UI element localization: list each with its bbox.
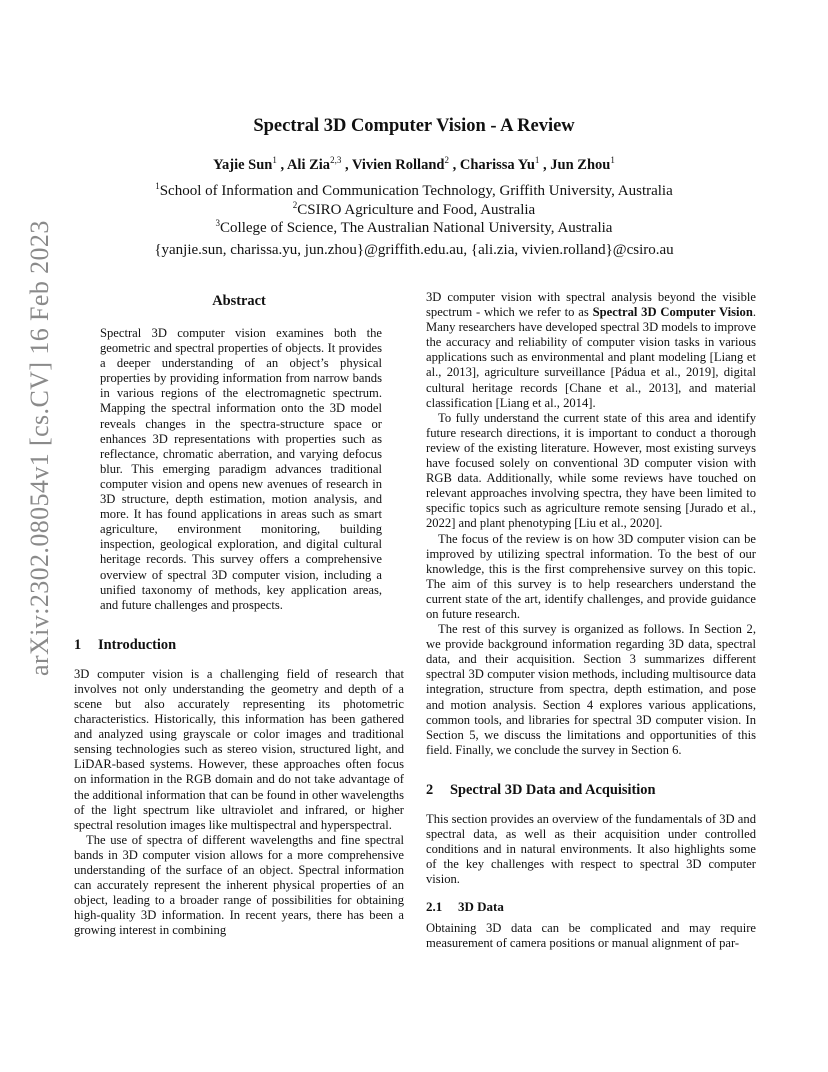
author-emails: {yanjie.sun, charissa.yu, jun.zhou}@griffith.edu.au, {ali.zia, vivien.rolland}@csiro.au (154, 242, 674, 258)
paragraph: The rest of this survey is organized as follows. In Section 2, we provide background information regarding 3D data, spectral data, and their acquisition. Section 3 summarizes different spectral 3D computer vision methods, including multisource data integration, structure from spectra, depth estimation, and pose and motion analysis. Section 4 explores various applications, common tools, and libraries for spectral 3D computer vision. In Section 5, we discuss the limitations and opportunities of this field. Finally, we conclude the survey in Section 6. (426, 622, 756, 757)
paragraph: The focus of the review is on how 3D computer vision can be improved by utilizing spectral information. To the best of our knowledge, this is the first comprehensive survey on this topic. The aim of this survey is to help researchers understand the current state of the art, identify challenges, and provide guidance on future research. (426, 531, 756, 621)
affiliation: $^1$School of Information and Communication Technology, Griffith University, Australia (155, 181, 673, 199)
left-column (74, 290, 404, 938)
author: Yajie Sun$^1$ (213, 155, 277, 173)
affiliation: $^2$CSIRO Agriculture and Food, Australia (292, 200, 536, 218)
abstract-heading: Abstract (212, 293, 266, 309)
subsection-heading-3d-data: 2.1 3D Data (426, 899, 504, 915)
author: Vivien Rolland$^2$ (351, 155, 449, 173)
affiliation: $^3$College of Science, The Australian National University, Australia (215, 218, 613, 236)
section-heading-spectral-3d-data: 2 Spectral 3D Data and Acquisition (426, 781, 656, 798)
paragraph: This section provides an overview of the fundamentals of 3D and spectral data, as well as their acquisition under controlled conditions and in natural environments. It also highlights some of the key challenges with respect to spectral 3D computer vision. (426, 811, 756, 887)
author: Ali Zia$^{2,3}$ (286, 155, 342, 173)
paragraph: The use of spectra of different wavelengths and fine spectral bands in 3D computer vision allows for a more comprehensive understanding of the surface of an object. Spectral information can accurately represent the inherent physical properties of an object, leading to a broader range of possibilities for obtaining high-quality 3D information. In recent years, there has been a growing interest in combining (74, 832, 404, 938)
arxiv-identifier: arXiv:2302.08054v1 [cs.CV] 16 Feb 2023 (25, 220, 54, 676)
section-heading-introduction: 1 Introduction (74, 636, 177, 653)
author: Jun Zhou$^1$ (550, 155, 615, 173)
paragraph: To fully understand the current state of this area and identify future research directions, it is important to conduct a thorough review of the existing literature. However, most existing surveys have focused solely on conventional 3D computer vision with RGB data. Additionally, while some reviews have touched on relevant approaches involving spectra, they have been limited to specific topics such as agriculture remote sensing [Jurado et al., 2022] and plant phenotyping [Liu et al., 2020]. (426, 410, 756, 531)
right-column (426, 290, 756, 952)
paragraph: 3D computer vision is a challenging field of research that involves not only understanding the geometry and depth of a scene but also accurately representing its photometric characteristics. Historically, this information has been gathered and analyzed using grayscale or color images and traditional sensing technologies such as stereo vision, structured light, and LiDAR-based systems. However, these approaches often focus on information in the RGB domain and do not take advantage of the additional information that can be found in other wavelengths of the light spectrum like ultraviolet and infrared, or higher spectral resolution images like multispectral and hyperspectral. (74, 666, 404, 832)
paragraph: 3D computer vision with spectral analysis beyond the visible spectrum - which we refer to as Spectral 3D Computer Vision. Many researchers have developed spectral 3D models to improve the accuracy and reliability of computer vision tasks in various applications such as environmental and plant modeling [Liang et al., 2013], agriculture surveillance [Pádua et al., 2019], digital cultural heritage records [Chane et al., 2013], and material classification [Liang et al., 2014]. (426, 290, 756, 410)
paragraph: Obtaining 3D data can be complicated and may require measurement of camera positions or manual alignment of par- (426, 921, 756, 951)
author-list: Yajie Sun$^1$ , Ali Zia$^{2,3}$ , Vivien Rolland$^2$ , Charissa Yu$^1$ , Jun Zhou$^1$ (213, 155, 615, 173)
paper-title: Spectral 3D Computer Vision - A Review (253, 116, 575, 136)
author: Charissa Yu$^1$ (459, 155, 540, 173)
abstract-text: Spectral 3D computer vision examines both the geometric and spectral properties of objects. It provides a deeper understanding of an object’s physical properties by providing information from narrow bands in various regions of the electromagnetic spectrum. Mapping the spectral information onto the 3D model reveals changes in the spectra-structure space or enhances 3D representations with properties such as reflectance, chromatic aberration, and varying defocus blur. This emerging paradigm advances traditional computer vision and opens new avenues of research in 3D structure, depth estimation, motion analysis, and more. It has found applications in areas such as smart agriculture, environment monitoring, building inspection, geological exploration, and digital cultural heritage records. This survey offers a comprehensive overview of spectral 3D computer vision, including a unified taxonomy of methods, key application areas, and future challenges and prospects. (100, 326, 382, 612)
